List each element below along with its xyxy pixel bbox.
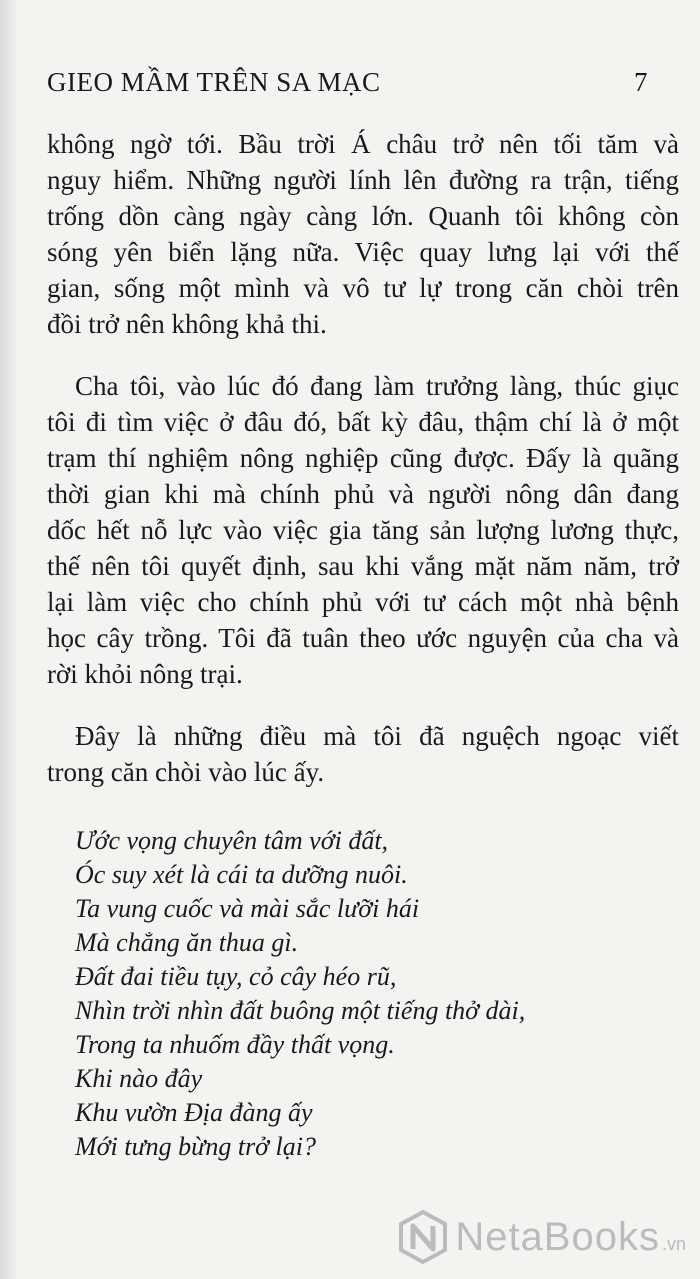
text-line: gian, sống một mình và vô tư lự trong căn chòi trên (47, 273, 679, 303)
text-line: trong căn chòi vào lúc ấy. (47, 757, 325, 787)
poem (47, 824, 679, 1164)
text-line: nguy hiểm. Những người lính lên đường ra trận, tiếng (47, 165, 679, 195)
watermark-suffix: .vn (661, 1234, 686, 1254)
text-line: sóng yên biển lặng nữa. Việc quay lưng lại với thế (47, 237, 679, 267)
poem-line: Khi nào đây (75, 1064, 203, 1093)
poem-line: Đất đai tiều tụy, cỏ cây héo rũ, (75, 962, 397, 991)
poem-line: Óc suy xét là cái ta dưỡng nuôi. (75, 860, 408, 889)
netabooks-logo-icon (397, 1209, 449, 1265)
text-line: không ngờ tới. Bầu trời Á châu trở nên tối tăm và (47, 129, 679, 159)
running-title: GIEO MẦM TRÊN SA MẠC (47, 66, 381, 97)
poem-line: Ta vung cuốc và mài sắc lưỡi hái (75, 894, 420, 923)
text-line: Đây là những điều mà tôi đã nguệch ngoạc viết (75, 721, 679, 751)
watermark-brand: NetaBooks (455, 1214, 660, 1259)
poem-line: Mà chẳng ăn thua gì. (75, 928, 299, 957)
watermark (397, 1207, 686, 1267)
page-number: 7 (634, 66, 648, 97)
text-line: trạm thí nghiệm nông nghiệp cũng được. Đấy là quãng (47, 443, 679, 473)
text-line: học cây trồng. Tôi đã tuân theo ước nguyện của cha và (47, 623, 679, 653)
text-line: rời khỏi nông trại. (47, 659, 243, 689)
text-line: tôi đi tìm việc ở đâu đó, bất kỳ đâu, thậm chí là ở một (47, 407, 679, 437)
text-line: đồi trở nên không khả thi. (47, 309, 327, 339)
poem-line: Ước vọng chuyên tâm với đất, (75, 826, 389, 855)
poem-line: Khu vườn Địa đàng ấy (75, 1098, 313, 1127)
page-header (47, 60, 648, 104)
text-line: Cha tôi, vào lúc đó đang làm trưởng làng, thúc giục (75, 371, 679, 401)
poem-line: Mới tưng bừng trở lại? (75, 1132, 317, 1161)
text-line: trống dồn càng ngày càng lớn. Quanh tôi không còn (47, 201, 679, 231)
poem-line: Nhìn trời nhìn đất buông một tiếng thở dài, (75, 996, 526, 1025)
paragraph-3 (47, 718, 679, 790)
text-line: lại làm việc cho chính phủ với tư cách một nhà bệnh (47, 587, 679, 617)
text-line: thời gian khi mà chính phủ và người nông dân đang (47, 479, 679, 509)
text-line: thế nên tôi quyết định, sau khi vắng mặt năm năm, trở (47, 551, 679, 581)
paragraph-1 (47, 126, 679, 342)
poem-line: Trong ta nhuốm đầy thất vọng. (75, 1030, 395, 1059)
body-text (47, 126, 679, 1164)
text-line: dốc hết nỗ lực vào việc gia tăng sản lượng lương thực, (47, 515, 679, 545)
paragraph-2 (47, 368, 679, 692)
